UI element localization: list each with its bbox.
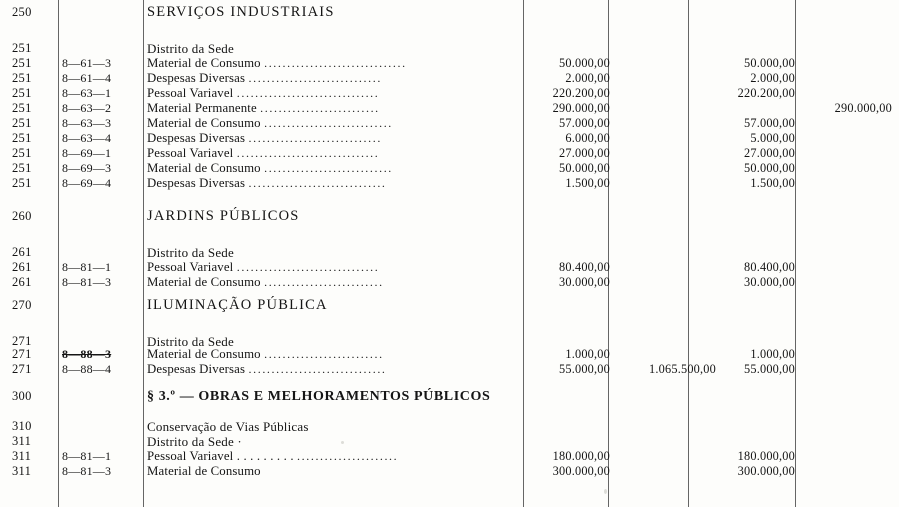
row-value-3: 27.000,00 xyxy=(744,146,795,160)
row-description-text: Despesas Diversas xyxy=(147,362,246,376)
row-description xyxy=(147,449,398,464)
row-value-4: 290.000,00 xyxy=(834,101,892,115)
row-value-1: 50.000,00 xyxy=(559,161,610,175)
row-description-text: Material Permanente xyxy=(147,101,257,115)
row-description xyxy=(147,260,379,275)
row-code: 251 xyxy=(12,41,32,55)
table-row xyxy=(0,146,899,161)
dot-leader: ...................... xyxy=(297,449,399,463)
row-value-1: 290.000,00 xyxy=(552,101,610,115)
table-row xyxy=(0,161,899,176)
row-code: 251 xyxy=(12,71,32,85)
row-description xyxy=(147,362,387,377)
dot-leader: ............................ xyxy=(264,161,393,175)
row-subcode: 8—81—3 xyxy=(62,464,112,478)
table-row xyxy=(0,101,899,116)
row-description xyxy=(147,434,242,449)
row-subcode: 8—69—1 xyxy=(62,146,112,160)
dot-leader: .......................... xyxy=(260,101,380,115)
row-subcode: 8—63—1 xyxy=(62,86,112,100)
table-row xyxy=(0,116,899,131)
row-code: 251 xyxy=(12,116,32,130)
row-description xyxy=(147,5,335,20)
row-description-text: ILUMINAÇÃO PÚBLICA xyxy=(147,297,328,313)
table-row xyxy=(0,298,899,313)
row-description-text: Pessoal Variavel xyxy=(147,260,234,274)
row-value-3: 57.000,00 xyxy=(744,116,795,130)
row-code: 311 xyxy=(12,449,32,463)
row-description-text: Material de Consumo xyxy=(147,464,261,478)
table-row xyxy=(0,389,899,404)
row-value-1: 1.500,00 xyxy=(565,176,610,190)
row-value-3: 50.000,00 xyxy=(744,161,795,175)
dot-leader: ............................. xyxy=(248,71,382,85)
dot-leader: ............................... xyxy=(264,56,407,70)
row-description xyxy=(147,419,309,434)
row-code: 261 xyxy=(12,275,32,289)
row-value-3: 2.000,00 xyxy=(750,71,795,85)
row-value-3: 5.000,00 xyxy=(750,131,795,145)
row-value-3: 220.200,00 xyxy=(737,86,795,100)
row-description xyxy=(147,275,384,290)
dot-leader: .......................... xyxy=(264,275,384,289)
row-value-1: 300.000,00 xyxy=(552,464,610,478)
table-row xyxy=(0,131,899,146)
table-row xyxy=(0,347,899,362)
row-code: 261 xyxy=(12,260,32,274)
table-row xyxy=(0,419,899,434)
row-subcode: 8—63—3 xyxy=(62,116,112,130)
row-value-1: 57.000,00 xyxy=(559,116,610,130)
row-description-text: Distrito da Sede xyxy=(147,41,234,56)
row-description xyxy=(147,161,393,176)
row-code: 250 xyxy=(12,5,32,19)
row-description-text: Pessoal Variavel . . . . . . . . . xyxy=(147,449,294,463)
row-value-3: 1.500,00 xyxy=(750,176,795,190)
row-value-3: 1.000,00 xyxy=(750,347,795,361)
row-code: 311 xyxy=(12,464,32,478)
row-description-text: § 3.º — OBRAS E MELHORAMENTOS PÚBLICOS xyxy=(147,389,491,404)
row-value-1: 220.200,00 xyxy=(552,86,610,100)
table-row xyxy=(0,5,899,20)
row-subcode: 8—63—4 xyxy=(62,131,112,145)
row-subcode: 8—81—1 xyxy=(62,449,112,463)
row-code: 251 xyxy=(12,146,32,160)
row-description-text: Despesas Diversas xyxy=(147,176,246,190)
row-value-1: 50.000,00 xyxy=(559,56,610,70)
row-description xyxy=(147,176,387,191)
row-value-1: 30.000,00 xyxy=(559,275,610,289)
row-description xyxy=(147,245,234,260)
row-subcode: 8—61—4 xyxy=(62,71,112,85)
row-value-1: 55.000,00 xyxy=(559,362,610,376)
row-value-1: 80.400,00 xyxy=(559,260,610,274)
row-code: 271 xyxy=(12,347,32,361)
row-description xyxy=(147,41,234,56)
row-description-text: Material de Consumo xyxy=(147,347,261,361)
row-description-text: Pessoal Variavel xyxy=(147,146,234,160)
row-description xyxy=(147,146,379,161)
row-description xyxy=(147,298,328,313)
row-subcode: 8—69—4 xyxy=(62,176,112,190)
row-value-3: 80.400,00 xyxy=(744,260,795,274)
row-value-3: 300.000,00 xyxy=(737,464,795,478)
dot-leader: .......................... xyxy=(264,347,384,361)
table-row xyxy=(0,86,899,101)
table-row xyxy=(0,260,899,275)
dot-leader: ............................ xyxy=(264,116,393,130)
row-value-1: 1.000,00 xyxy=(565,347,610,361)
table-row xyxy=(0,449,899,464)
paper-speck xyxy=(604,489,607,494)
row-description-text: Material de Consumo xyxy=(147,161,261,175)
row-description-text: SERVIÇOS INDUSTRIAIS xyxy=(147,4,335,20)
table-row xyxy=(0,434,899,449)
table-row xyxy=(0,209,899,224)
row-description xyxy=(147,56,407,71)
row-subcode: 8—88—3 xyxy=(62,347,112,361)
row-description-text: Despesas Diversas xyxy=(147,131,246,145)
row-description xyxy=(147,347,384,362)
row-description-text: Material de Consumo xyxy=(147,116,261,130)
row-description xyxy=(147,131,382,146)
row-description-text: Material de Consumo xyxy=(147,56,261,70)
row-code: 251 xyxy=(12,86,32,100)
row-code: 251 xyxy=(12,101,32,115)
row-code: 261 xyxy=(12,245,32,259)
row-code: 260 xyxy=(12,209,32,223)
row-value-1: 6.000,00 xyxy=(565,131,610,145)
row-description xyxy=(147,464,261,479)
row-code: 251 xyxy=(12,56,32,70)
row-subcode: 8—69—3 xyxy=(62,161,112,175)
row-code: 271 xyxy=(12,362,32,376)
row-subcode: 8—81—3 xyxy=(62,275,112,289)
row-description-text: Despesas Diversas xyxy=(147,71,246,85)
dot-leader: ............................... xyxy=(236,86,380,100)
row-code: 311 xyxy=(12,434,32,448)
paper-speck xyxy=(341,441,344,444)
row-value-3: 50.000,00 xyxy=(744,56,795,70)
row-value-3: 55.000,00 xyxy=(744,362,795,376)
table-row xyxy=(0,176,899,191)
row-value-1: 180.000,00 xyxy=(552,449,610,463)
row-description xyxy=(147,389,490,404)
table-row xyxy=(0,275,899,290)
row-value-3: 30.000,00 xyxy=(744,275,795,289)
row-description-text: JARDINS PÚBLICOS xyxy=(147,208,300,224)
row-code: 300 xyxy=(12,389,32,403)
row-description xyxy=(147,101,380,116)
row-description-text: Material de Consumo xyxy=(147,275,261,289)
row-description-text: Distrito da Sede xyxy=(147,334,234,349)
row-description-text: Pessoal Variavel xyxy=(147,86,234,100)
dot-leader: .............................. xyxy=(248,362,387,376)
row-code: 251 xyxy=(12,161,32,175)
row-description xyxy=(147,209,300,224)
table-row xyxy=(0,71,899,86)
row-description xyxy=(147,116,393,131)
dot-leader: ............................... xyxy=(236,260,380,274)
table-row xyxy=(0,464,899,479)
dot-leader: .............................. xyxy=(248,176,387,190)
row-code: 251 xyxy=(12,176,32,190)
row-code: 271 xyxy=(12,334,32,348)
table-row xyxy=(0,56,899,71)
row-value-1: 2.000,00 xyxy=(565,71,610,85)
row-description-text: Distrito da Sede · xyxy=(147,434,242,449)
row-description-text: Distrito da Sede xyxy=(147,245,234,260)
row-description-text: Conservação de Vias Públicas xyxy=(147,419,309,434)
row-subcode: 8—61—3 xyxy=(62,56,112,70)
row-description xyxy=(147,71,382,86)
row-code: 270 xyxy=(12,298,32,312)
row-subcode: 8—81—1 xyxy=(62,260,112,274)
table-row xyxy=(0,245,899,260)
row-subcode: 8—88—4 xyxy=(62,362,112,376)
row-code: 310 xyxy=(12,419,32,433)
row-code: 251 xyxy=(12,131,32,145)
table-row xyxy=(0,362,899,377)
row-value-1: 27.000,00 xyxy=(559,146,610,160)
row-subcode: 8—63—2 xyxy=(62,101,112,115)
dot-leader: ............................... xyxy=(236,146,380,160)
table-row xyxy=(0,41,899,56)
row-value-2: 1.065.500,00 xyxy=(649,362,716,376)
row-value-3: 180.000,00 xyxy=(737,449,795,463)
row-description xyxy=(147,86,379,101)
dot-leader: ............................. xyxy=(248,131,382,145)
